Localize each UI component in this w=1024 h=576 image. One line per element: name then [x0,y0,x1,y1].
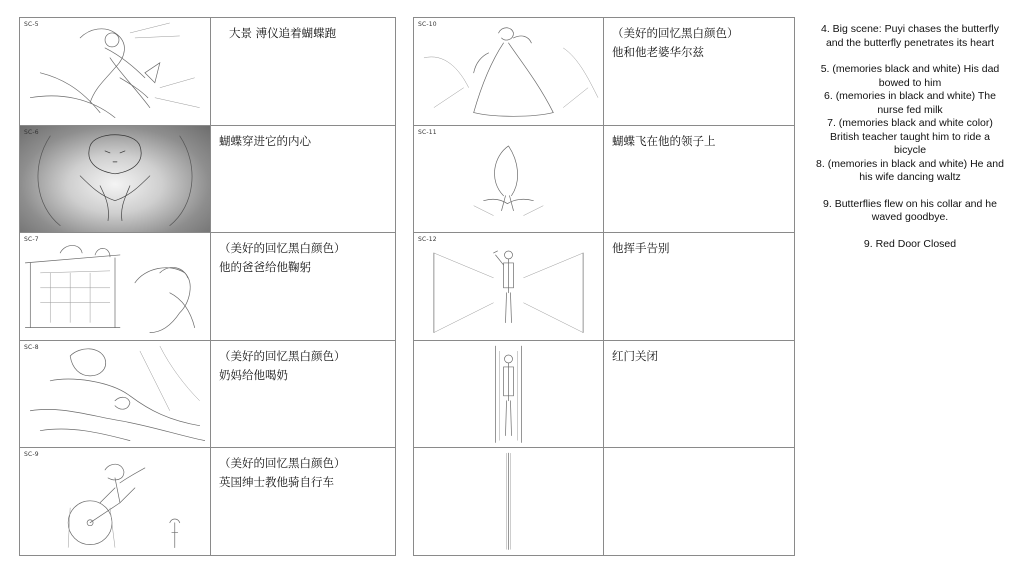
description-line: 蝴蝶穿进它的内心 [219,133,311,148]
english-notes [815,23,1005,251]
scene-label: SC-5 [24,21,39,28]
scene-label: SC-10 [418,21,437,28]
scene-description [604,233,795,340]
sketch-door-closed [414,448,603,555]
storyboard-right-column [413,17,795,556]
sketch-father-bowing [20,233,210,340]
storyboard-row [20,448,396,556]
sketch-frame-sc6 [20,126,211,233]
storyboard-row [414,126,795,234]
scene-description [211,233,396,340]
note-spacer [815,185,1005,198]
storyboard-row [20,126,396,234]
note-line: 9. Butterflies flew on his collar and he waved goodbye. [823,197,997,223]
note-line: 4. Big scene: Puyi chases the butterfly and the butterfly penetrates its heart [820,23,999,49]
note-line: 6. (memories in black and white) The nurse fed milk [824,90,996,116]
storyboard-row [20,18,396,126]
storyboard-row [20,341,396,449]
sketch-butterfly-heart [20,126,210,233]
sketch-butterfly-collar [414,126,603,233]
scene-label: SC-7 [24,236,39,244]
sketch-frame-sc8 [20,341,211,448]
note-spacer [815,50,1005,63]
sketch-nurse-feeding [20,341,210,448]
description-line: 奶妈给他喝奶 [219,367,288,382]
storyboard-left-column [19,17,396,556]
scene-description [604,126,795,233]
sketch-frame-door-closing [414,341,604,448]
description-line: （美好的回忆黑白颜色） [219,241,346,256]
scene-label: SC-9 [24,451,39,459]
sketch-bicycle-lesson [20,448,210,555]
sketch-frame-sc9 [20,448,211,555]
scene-description [604,341,795,448]
sketch-frame-sc10 [414,18,604,125]
sketch-frame-sc5 [20,18,211,125]
description-line: 红门关闭 [612,348,658,363]
sketch-waltz [414,18,603,125]
note-spacer [815,225,1005,238]
note-line: 9. Red Door Closed [863,237,957,250]
sketch-chase-butterfly [20,18,210,125]
scene-description [211,126,396,233]
storyboard-row [414,341,795,449]
description-line: 英国绅士教他骑自行车 [219,475,334,490]
description-line: 他和他老婆华尔兹 [612,45,704,59]
storyboard-row [414,233,795,341]
sketch-waving-goodbye [414,233,603,340]
note-line: 5. (memories black and white) His dad bowed to him [820,63,1000,89]
description-line: 他的爸爸给他鞠躬 [219,260,311,275]
description-line: 蝴蝶飞在他的领子上 [612,133,716,148]
sketch-frame-sc12 [414,233,604,340]
description-line: （美好的回忆黑白颜色） [219,456,346,471]
sketch-red-door-closing [414,341,603,448]
scene-description [211,341,396,448]
note-line: 8. (memories in black and white) He and his wife dancing waltz [816,157,1004,183]
sketch-frame-door-closed [414,448,604,555]
description-line: 他挥手告别 [612,241,670,256]
scene-label: SC-12 [418,236,437,244]
sketch-frame-sc11 [414,126,604,233]
scene-label: SC-6 [24,128,39,136]
storyboard-row [20,233,396,341]
note-line: 7. (memories black and white color) British teacher taught him to ride a bicycle [827,117,993,156]
sketch-frame-sc7 [20,233,211,340]
description-line: （美好的回忆黑白颜色） [219,348,346,363]
scene-description [211,448,396,555]
storyboard-row [414,18,795,126]
scene-description [604,448,795,555]
storyboard-row [414,448,795,556]
scene-description [604,18,795,125]
scene-label: SC-8 [24,343,39,351]
description-line: （美好的回忆黑白颜色） [612,26,739,40]
description-line: 大景 溥仪追着蝴蝶跑 [229,26,337,40]
scene-description [211,18,396,125]
scene-label: SC-11 [418,128,437,136]
